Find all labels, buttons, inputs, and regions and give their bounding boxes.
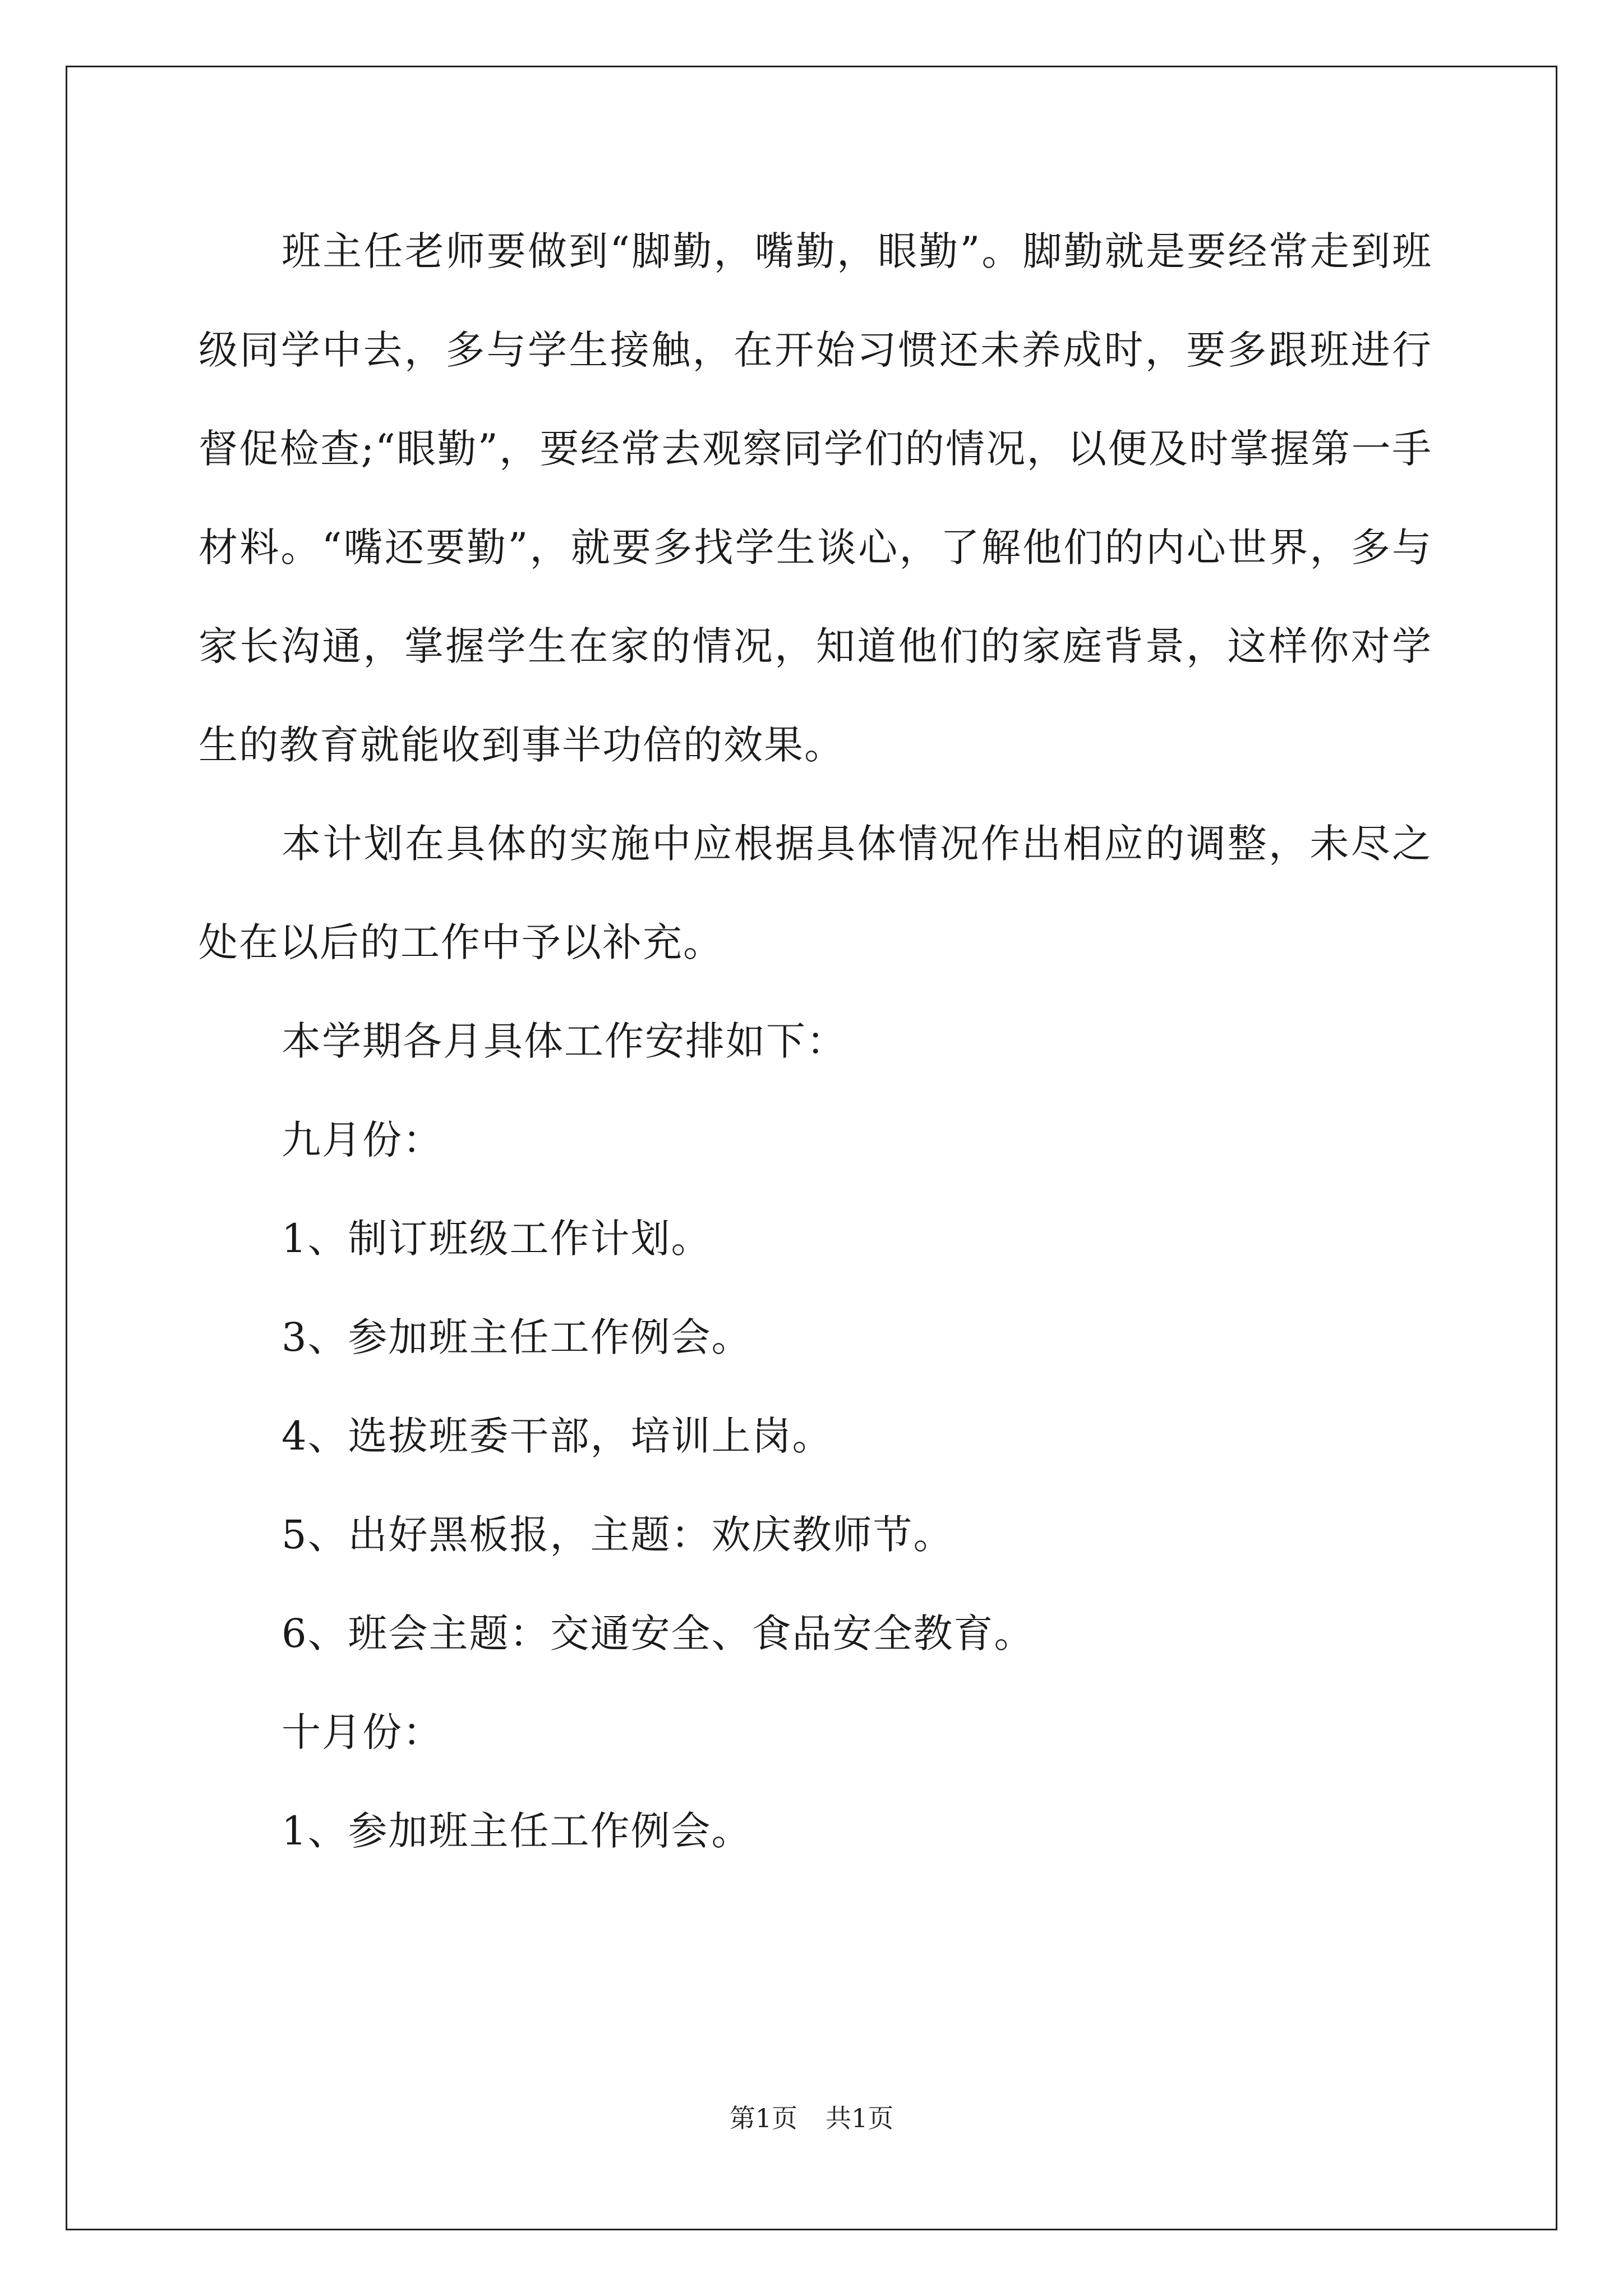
- paragraph-monthly-schedule-intro: 本学期各月具体工作安排如下：: [282, 1018, 847, 1064]
- list-item: 1、制订班级工作计划。: [282, 1216, 712, 1262]
- list-item: 6、班会主题：交通安全、食品安全教育。: [282, 1611, 1035, 1657]
- document-body: [199, 202, 1432, 1880]
- list-item: 5、出好黑板报，主题：欢庆教师节。: [282, 1512, 954, 1558]
- paragraph-class-teacher-duties: 班主任老师要做到“脚勤，嘴勤，眼勤”。脚勤就是要经常走到班级同学中去，多与学生接触，在开始习惯还未养成时，要多跟班进行督促检查;“眼勤”，要经常去观察同学们的情况，以便及时掌握第一手材料。“嘴还要勤”，就要多找学生谈心，了解他们的内心世界，多与家长沟通，掌握学生在家的情况，知道他们的家庭背景，这样你对学生的教育就能收到事半功倍的效果。: [199, 228, 1432, 768]
- heading-september: 九月份：: [282, 1117, 443, 1163]
- heading-october: 十月份：: [282, 1709, 443, 1755]
- page-number-current: 第1页: [729, 2103, 797, 2133]
- paragraph-plan-adjustment: 本计划在具体的实施中应根据具体情况作出相应的调整，未尽之处在以后的工作中予以补充。: [199, 821, 1432, 965]
- page-footer: [0, 2098, 1623, 2135]
- list-item: 3、参加班主任工作例会。: [282, 1314, 752, 1360]
- list-item: 1、参加班主任工作例会。: [282, 1808, 752, 1854]
- page-number-total: 共1页: [826, 2103, 894, 2133]
- list-item: 4、选拔班委干部，培训上岗。: [282, 1413, 833, 1459]
